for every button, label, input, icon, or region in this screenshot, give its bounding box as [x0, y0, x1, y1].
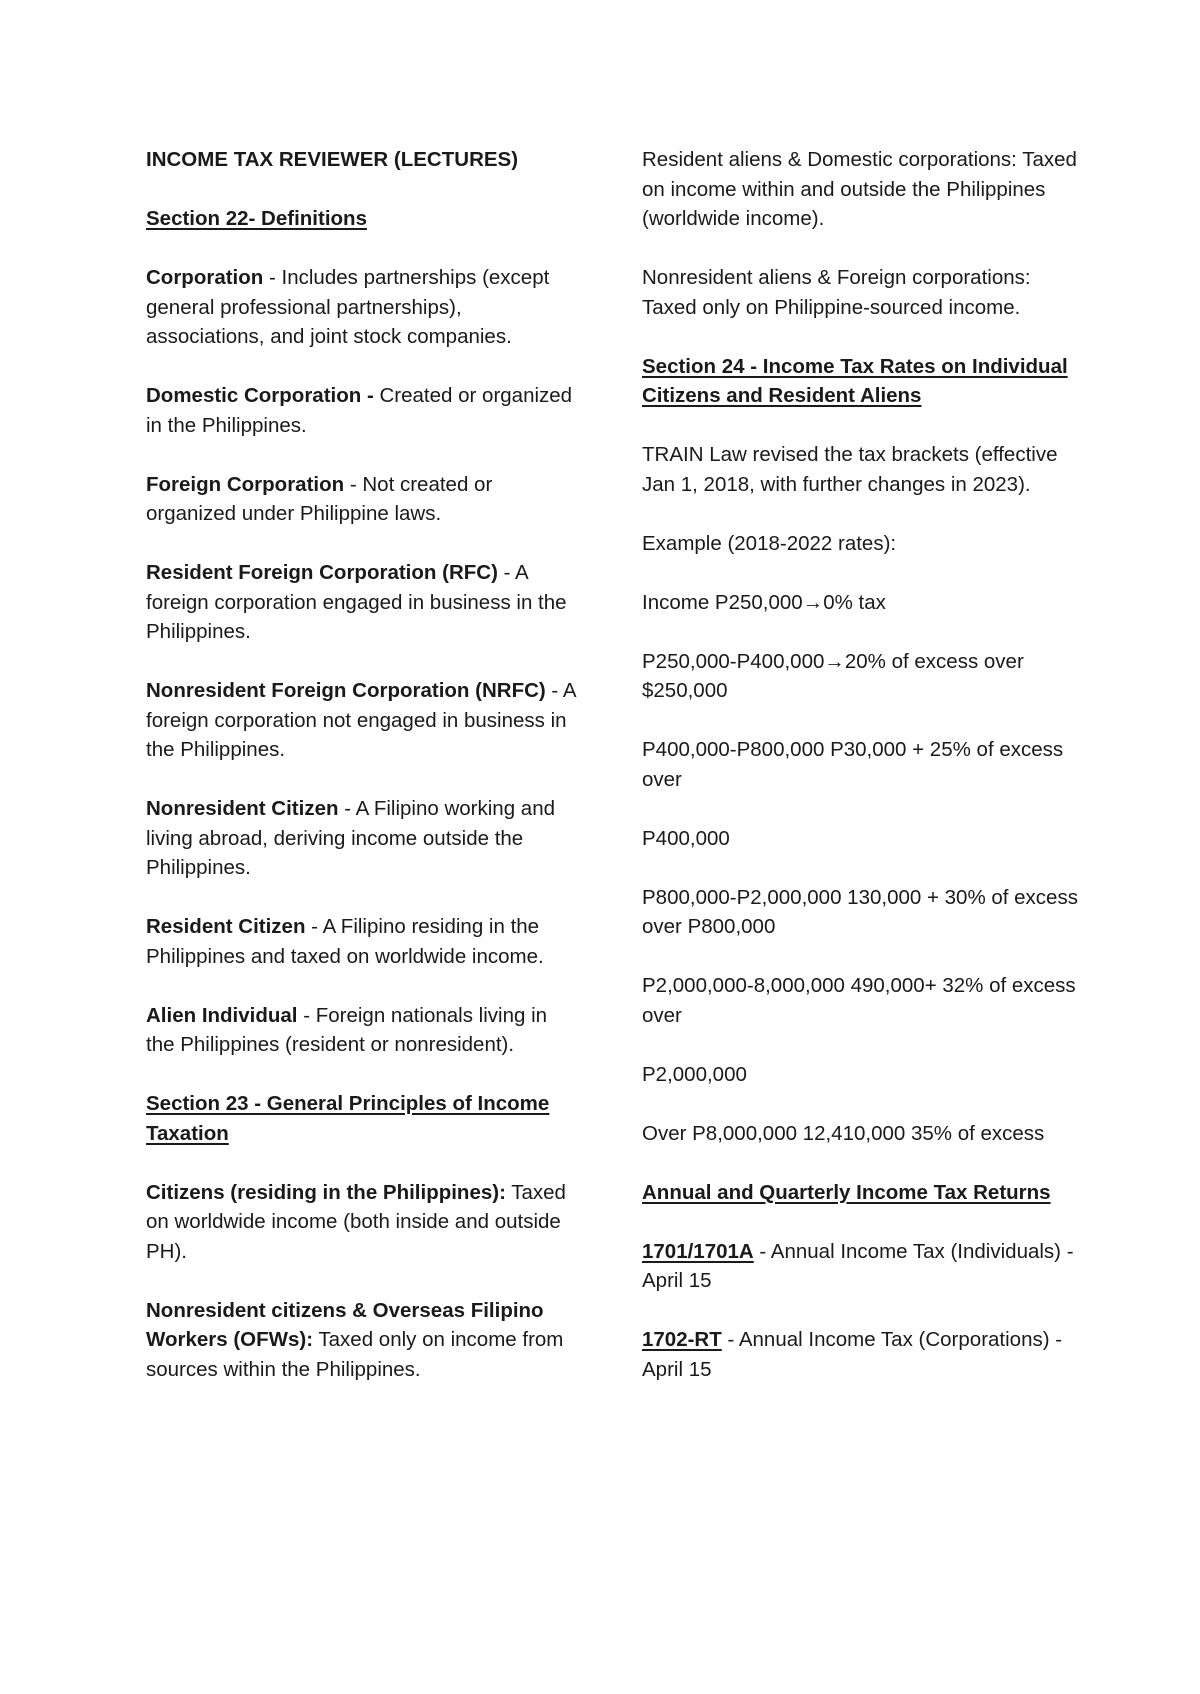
definition-term: Nonresident Foreign Corporation (NRFC): [146, 679, 546, 702]
form-number: 1701/1701A: [642, 1239, 754, 1263]
tax-bracket: Income P250,000→0% tax: [642, 590, 886, 614]
definition-term: Resident Foreign Corporation (RFC): [146, 561, 498, 584]
return-form-item: [642, 1237, 1082, 1296]
definition-item: [146, 381, 576, 440]
definition-item: [146, 1001, 576, 1060]
tax-bracket: Over P8,000,000 12,410,000 35% of excess: [642, 1121, 1045, 1145]
principle-item: [146, 1178, 576, 1267]
definition-separator: -: [338, 797, 356, 820]
definition-item: [146, 794, 576, 883]
definition-text: A Filipino working and living abroad, deriving income outside the Philippines.: [146, 797, 556, 879]
definition-separator: -: [297, 1003, 316, 1027]
definition-separator: -: [497, 561, 515, 584]
section-23-heading: Section 23 - General Principles of Income Taxation: [146, 1092, 550, 1145]
definition-term: Foreign Corporation: [146, 472, 345, 496]
section-22-heading: Section 22- Definitions: [146, 207, 367, 230]
return-form-item: [642, 1325, 1082, 1384]
definition-term: Alien Individual: [146, 1003, 298, 1027]
definition-separator: -: [263, 266, 282, 289]
example-label: Example (2018-2022 rates):: [642, 531, 897, 555]
tax-bracket: P800,000-P2,000,000 130,000 + 30% of excess over P800,000: [642, 885, 1078, 938]
left-column: [146, 145, 576, 1384]
definition-text: Foreign nationals living in the Philippines (resident or nonresident).: [146, 1003, 548, 1056]
definition-separator: -: [344, 472, 363, 496]
section-24-intro: TRAIN Law revised the tax brackets (effective Jan 1, 2018, with further changes in 2023).: [642, 443, 1058, 496]
principle-item: [146, 1296, 576, 1385]
tax-bracket: P400,000: [642, 826, 730, 850]
tax-bracket: P2,000,000: [642, 1062, 747, 1086]
definition-item: [146, 676, 576, 765]
definition-item: [146, 470, 576, 529]
principle-term: Citizens (residing in the Philippines):: [146, 1180, 506, 1204]
tax-bracket: P400,000-P800,000 P30,000 + 25% of excess over: [642, 738, 1064, 791]
form-description: - Annual Income Tax (Individuals) - April 15: [642, 1239, 1074, 1292]
definition-text: Created or organized in the Philippines.: [146, 384, 573, 437]
definition-text: A foreign corporation not engaged in business in the Philippines.: [146, 679, 576, 761]
principle-item: [642, 145, 1082, 234]
principle-item: [642, 263, 1082, 322]
principle-text: Resident aliens & Domestic corporations: Taxed on income within and outside the Philippines (worldwide income).: [642, 148, 1077, 230]
definition-item: [146, 263, 576, 352]
principle-text: Taxed only on income from sources within the Philippines.: [146, 1328, 564, 1381]
definition-item: [146, 912, 576, 971]
definition-separator: -: [305, 915, 323, 938]
definition-item: [146, 558, 576, 647]
definition-separator: -: [545, 679, 563, 702]
document-title: INCOME TAX REVIEWER (LECTURES): [146, 148, 519, 171]
principle-term: Nonresident citizens & Overseas Filipino Workers (OFWs):: [146, 1298, 544, 1351]
definition-term: Corporation: [146, 266, 264, 289]
definition-term: Domestic Corporation -: [146, 384, 374, 407]
principle-text: Taxed on worldwide income (both inside and outside PH).: [146, 1180, 566, 1263]
form-number: 1702-RT: [642, 1328, 722, 1351]
definition-term: Resident Citizen: [146, 915, 306, 938]
returns-heading: Annual and Quarterly Income Tax Returns: [642, 1180, 1051, 1204]
section-24-heading: Section 24 - Income Tax Rates on Individual Citizens and Resident Aliens: [642, 354, 1068, 407]
right-column: [642, 145, 1082, 1384]
tax-bracket: P250,000-P400,000→20% of excess over $250,000: [642, 649, 1024, 702]
definition-text: A Filipino residing in the Philippines and taxed on worldwide income.: [146, 915, 544, 968]
principle-text: Nonresident aliens & Foreign corporations: Taxed only on Philippine-sourced income.: [642, 266, 1031, 319]
definition-text: Includes partnerships (except general professional partnerships), associations, and joint stock companies.: [146, 266, 550, 348]
form-description: - Annual Income Tax (Corporations) - April 15: [642, 1328, 1063, 1381]
definition-term: Nonresident Citizen: [146, 797, 339, 820]
tax-bracket: P2,000,000-8,000,000 490,000+ 32% of excess over: [642, 974, 1076, 1027]
definition-text: Not created or organized under Philippine laws.: [146, 472, 493, 525]
definition-text: A foreign corporation engaged in business in the Philippines.: [146, 561, 567, 643]
